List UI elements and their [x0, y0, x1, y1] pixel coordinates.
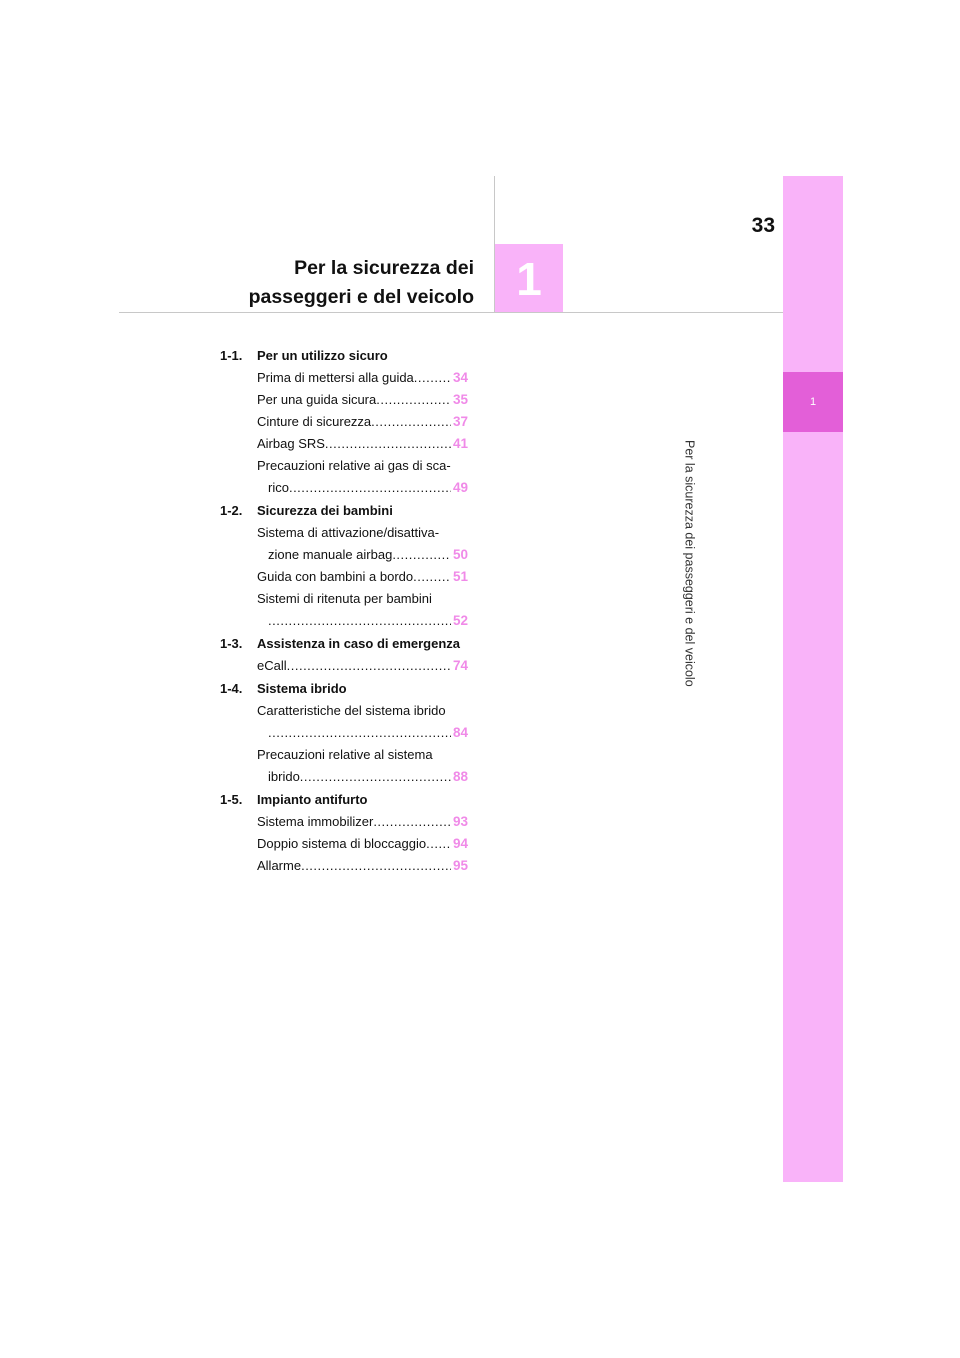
- section-title: Sicurezza dei bambini: [257, 503, 393, 518]
- sidebar-chapter-label: [683, 440, 697, 687]
- section-title: Assistenza in caso di emergenza: [257, 636, 461, 651]
- toc-entry-allarme[interactable]: [257, 855, 468, 877]
- leader-dots: [376, 389, 451, 411]
- sidebar-chapter-number[interactable]: 1: [783, 372, 843, 432]
- toc-section-1-5: [220, 788, 470, 811]
- toc-entry-precauzioni-ibrido[interactable]: [257, 744, 468, 788]
- leader-dots: [301, 855, 451, 877]
- table-of-contents: [220, 344, 470, 877]
- leader-dots: [268, 610, 451, 632]
- section-number: 1-4.: [220, 681, 243, 696]
- toc-entry-immobilizer[interactable]: [257, 811, 468, 833]
- entry-label: Per una guida sicura: [257, 392, 377, 407]
- leader-dots: [413, 566, 451, 588]
- section-number: 1-3.: [220, 636, 243, 651]
- toc-entry-caratteristiche-ibrido[interactable]: [257, 700, 468, 744]
- section-title: Impianto antifurto: [257, 792, 368, 807]
- page-reference[interactable]: 74: [452, 658, 468, 673]
- sidebar-chapter-label-wrap: [682, 440, 843, 730]
- toc-entry-per-una-guida-sicura[interactable]: [257, 389, 468, 411]
- header-horizontal-divider: [119, 312, 783, 313]
- leader-dots: [426, 833, 451, 855]
- entry-label: rico: [268, 480, 289, 495]
- entry-label: ibrido: [268, 769, 300, 784]
- page-reference[interactable]: 93: [452, 814, 468, 829]
- leader-dots: [414, 367, 451, 389]
- entry-label: eCall: [257, 658, 287, 673]
- entry-label: Guida con bambini a bordo: [257, 569, 414, 584]
- leader-dots: [325, 433, 451, 455]
- chapter-title-line-1: Per la sicurezza dei: [294, 257, 474, 279]
- leader-dots: [373, 811, 451, 833]
- entry-label: Allarme: [257, 858, 302, 873]
- entry-label: Prima di mettersi alla guida: [257, 370, 414, 385]
- toc-entry-airbag-srs[interactable]: [257, 433, 468, 455]
- chapter-title: [228, 254, 474, 312]
- entry-label-line-1: Caratteristiche del sistema ibrido: [257, 703, 446, 718]
- page-reference[interactable]: 49: [452, 480, 468, 495]
- toc-entry-attivazione-airbag[interactable]: [257, 522, 468, 566]
- entry-label: zione manuale airbag: [268, 547, 393, 562]
- section-number: 1-5.: [220, 792, 243, 807]
- entry-label-line-1: Sistema di attivazione/disattiva-: [257, 525, 440, 540]
- toc-entry-doppio-bloccaggio[interactable]: [257, 833, 468, 855]
- section-title: Sistema ibrido: [257, 681, 347, 696]
- toc-section-1-3: [220, 632, 470, 655]
- toc-entry-gas-di-scarico[interactable]: [257, 455, 468, 499]
- leader-dots: [287, 655, 451, 677]
- leader-dots: [300, 766, 451, 788]
- page-reference[interactable]: 95: [452, 858, 468, 873]
- entry-label: Cinture di sicurezza: [257, 414, 372, 429]
- leader-dots: [268, 722, 451, 744]
- toc-entry-bambini-a-bordo[interactable]: [257, 566, 468, 588]
- page-reference[interactable]: 35: [452, 392, 468, 407]
- page-reference[interactable]: 51: [452, 569, 468, 584]
- page-reference[interactable]: 37: [452, 414, 468, 429]
- leader-dots: [392, 544, 451, 566]
- chapter-number-tab: 1: [495, 244, 563, 313]
- toc-entry-prima-di-mettersi[interactable]: [257, 367, 468, 389]
- leader-dots: [371, 411, 451, 433]
- sidebar-chapter-label-text: Per la sicurezza dei passeggeri e del veicolo: [682, 440, 697, 687]
- toc-section-1-1: [220, 344, 470, 367]
- section-number: 1-2.: [220, 503, 243, 518]
- toc-entry-sistemi-di-ritenuta[interactable]: [257, 588, 468, 632]
- page-reference[interactable]: 41: [452, 436, 468, 451]
- leader-dots: [289, 477, 451, 499]
- page-reference[interactable]: 52: [452, 613, 468, 628]
- entry-label-line-1: Precauzioni relative al sistema: [257, 747, 433, 762]
- page-reference[interactable]: 84: [452, 725, 468, 740]
- page-reference[interactable]: 88: [452, 769, 468, 784]
- entry-label-line-1: Precauzioni relative ai gas di sca-: [257, 458, 451, 473]
- entry-label: Doppio sistema di bloccaggio: [257, 836, 427, 851]
- section-number: 1-1.: [220, 348, 243, 363]
- toc-section-1-4: [220, 677, 470, 700]
- toc-section-1-2: [220, 499, 470, 522]
- entry-label-line-1: Sistemi di ritenuta per bambini: [257, 591, 432, 606]
- page-number: 33: [751, 214, 775, 237]
- entry-label: Sistema immobilizer: [257, 814, 374, 829]
- entry-label: Airbag SRS: [257, 436, 325, 451]
- chapter-title-line-2: passeggeri e del veicolo: [248, 286, 474, 308]
- section-title: Per un utilizzo sicuro: [257, 348, 388, 363]
- page-reference[interactable]: 50: [452, 547, 468, 562]
- page-reference[interactable]: 94: [452, 836, 468, 851]
- toc-entry-ecall[interactable]: [257, 655, 468, 677]
- page-reference[interactable]: 34: [452, 370, 468, 385]
- toc-entry-cinture[interactable]: [257, 411, 468, 433]
